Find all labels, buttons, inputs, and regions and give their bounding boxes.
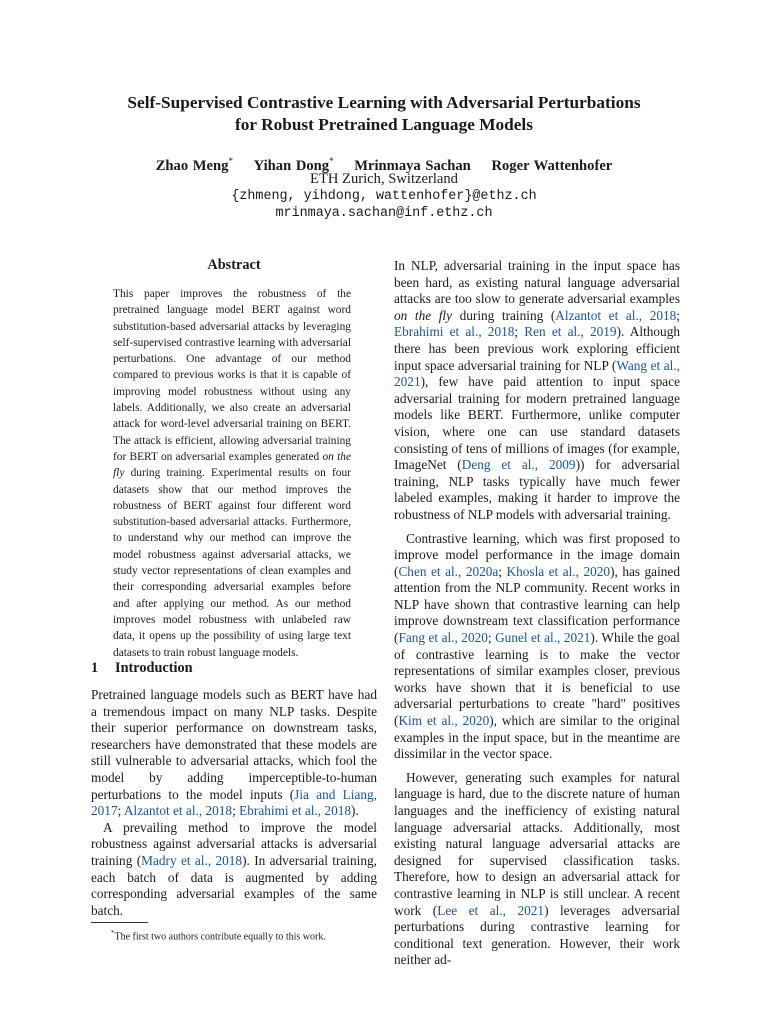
citation-link[interactable]: Madry et al., 2018 (141, 852, 243, 868)
citation-link[interactable]: Chen et al., 2020a (398, 563, 499, 579)
citation-link[interactable]: Ren et al., 2019 (524, 324, 617, 340)
author: Yihan Dong* (253, 156, 334, 174)
paragraph: Contrastive learning, which was first proposed to improve model performance in the image domain (Chen et al., 2020a; Khosla et al., 2020), has gained attention from the NLP community. Recent works in NLP have shown that contrastive learning can help improve downstream text classification performance (Fang et al., 2020; Gunel et al., 2021). While the goal of contrastive learning is to make the vector representations of similar examples closer, previous works have shown that it is beneficial to use adversarial perturbations to create "hard" positives (Kim et al., 2020), which are similar to the original examples in the input space, but in the meantime are dissimilar in the vector space. (394, 530, 680, 762)
author: Roger Wattenhofer (491, 158, 613, 174)
author-emails[interactable]: {zhmeng, yihdong, wattenhofer}@ethz.ch (231, 189, 537, 204)
footnote: *The first two authors contribute equally to this work. (111, 929, 326, 943)
affiliation: ETH Zurich, Switzerland (310, 171, 458, 187)
paragraph: A prevailing method to improve the model robustness against adversarial attacks is adversarial training (Madry et al., 2018). In adversarial training, each batch of data is augmented by adding corresponding adversarial examples of the same batch. (91, 819, 377, 918)
author: Zhao Meng* (155, 156, 233, 174)
title-line-1: Self-Supervised Contrastive Learning with Adversarial Perturbations (127, 93, 641, 112)
author-email[interactable]: mrinmaya.sachan@inf.ethz.ch (275, 206, 493, 221)
abstract-text: This paper improves the robustness of the pretrained language model BERT against word substitution-based adversarial attacks by leveraging self-supervised contrastive learning with adversarial perturbations. One advantage of our method compared to previous works is that it is capable of improving model robustness without using any labels. Additionally, we also create an adversarial attack for word-level adversarial training on BERT. The attack is efficient, allowing adversarial training for BERT on adversarial examples generated on the fly during training. Experimental results on four datasets show that our method improves the robustness of BERT against four different word substitution-based adversarial attacks. Furthermore, to understand why our method can improve the model robustness against adversarial attacks, we study vector representations of clean examples and their corresponding adversarial examples before and after applying our method. As our method improves model robustness with unlabeled raw data, it opens up the possibility of using large text datasets to train robust language models. (113, 288, 352, 659)
paragraph: In NLP, adversarial training in the input space has been hard, as existing natural language adversarial attacks are too slow to generate adversarial examples on the fly during training (Alzantot et al., 2018; Ebrahimi et al., 2018; Ren et al., 2019). Although there has been previous work exploring efficient input space adversarial training for NLP (Wang et al., 2021), few have paid attention to input space adversarial training for modern pretrained language models like BERT. Furthermore, unlike computer vision, where one can use standard datasets consisting of tens of millions of images (for example, ImageNet (Deng et al., 2009)) for adversarial training, NLP tasks typically have much fewer labeled examples, making it harder to improve the robustness of NLP models with adversarial training. (394, 258, 681, 522)
paper-title (60, 92, 708, 136)
title-line-2: for Robust Pretrained Language Models (235, 115, 533, 134)
author: Mrinmaya Sachan (354, 158, 471, 174)
citation-link[interactable]: Gunel et al., 2021 (495, 630, 591, 646)
citation-link[interactable]: Fang et al., 2020 (398, 630, 488, 646)
paragraph: Pretrained language models such as BERT have had a tremendous impact on many NLP tasks. Despite their superior performance on downstream tasks, researchers have demonstrated that these models are still vulnerable to adversarial attacks, which fool the model by adding imperceptible-to-human perturbations to the model inputs (Jia and Liang, 2017; Alzantot et al., 2018; Ebrahimi et al., 2018). (91, 687, 377, 819)
citation-link[interactable]: Alzantot et al., 2018 (555, 307, 677, 323)
citation-link[interactable]: Jia and Liang, 2017 (91, 786, 377, 819)
citation-link[interactable]: Ebrahimi et al., 2018 (394, 324, 515, 340)
section-heading-introduction (91, 660, 377, 677)
citation-link[interactable]: Deng et al., 2009 (461, 457, 576, 473)
section-number: 1 (91, 660, 99, 676)
citation-link[interactable]: Ebrahimi et al., 2018 (239, 803, 352, 819)
citation-link[interactable]: Lee et al., 2021 (437, 902, 545, 918)
right-column-body (394, 258, 680, 969)
footnote-rule (91, 922, 148, 923)
citation-link[interactable]: Alzantot et al., 2018 (123, 803, 233, 819)
section-title: Introduction (115, 660, 193, 676)
citation-link[interactable]: Kim et al., 2020 (398, 713, 490, 729)
paragraph: However, generating such examples for natural language is hard, due to the discrete nature of human languages and the inefficiency of existing natural language adversarial attacks. Additionally, most existing natural language adversarial attacks are designed for supervised classification tasks. Therefore, how to design an adversarial attack for contrastive learning in NLP is still unclear. A recent work (Lee et al., 2021) leverages adversarial perturbations during contrastive learning for conditional text generation. However, their work neither ad- (394, 769, 680, 968)
abstract-heading: Abstract (207, 257, 261, 273)
citation-link[interactable]: Khosla et al., 2020 (506, 563, 611, 579)
introduction-body (91, 687, 377, 919)
citation-link[interactable]: Wang et al., 2021 (394, 357, 680, 390)
